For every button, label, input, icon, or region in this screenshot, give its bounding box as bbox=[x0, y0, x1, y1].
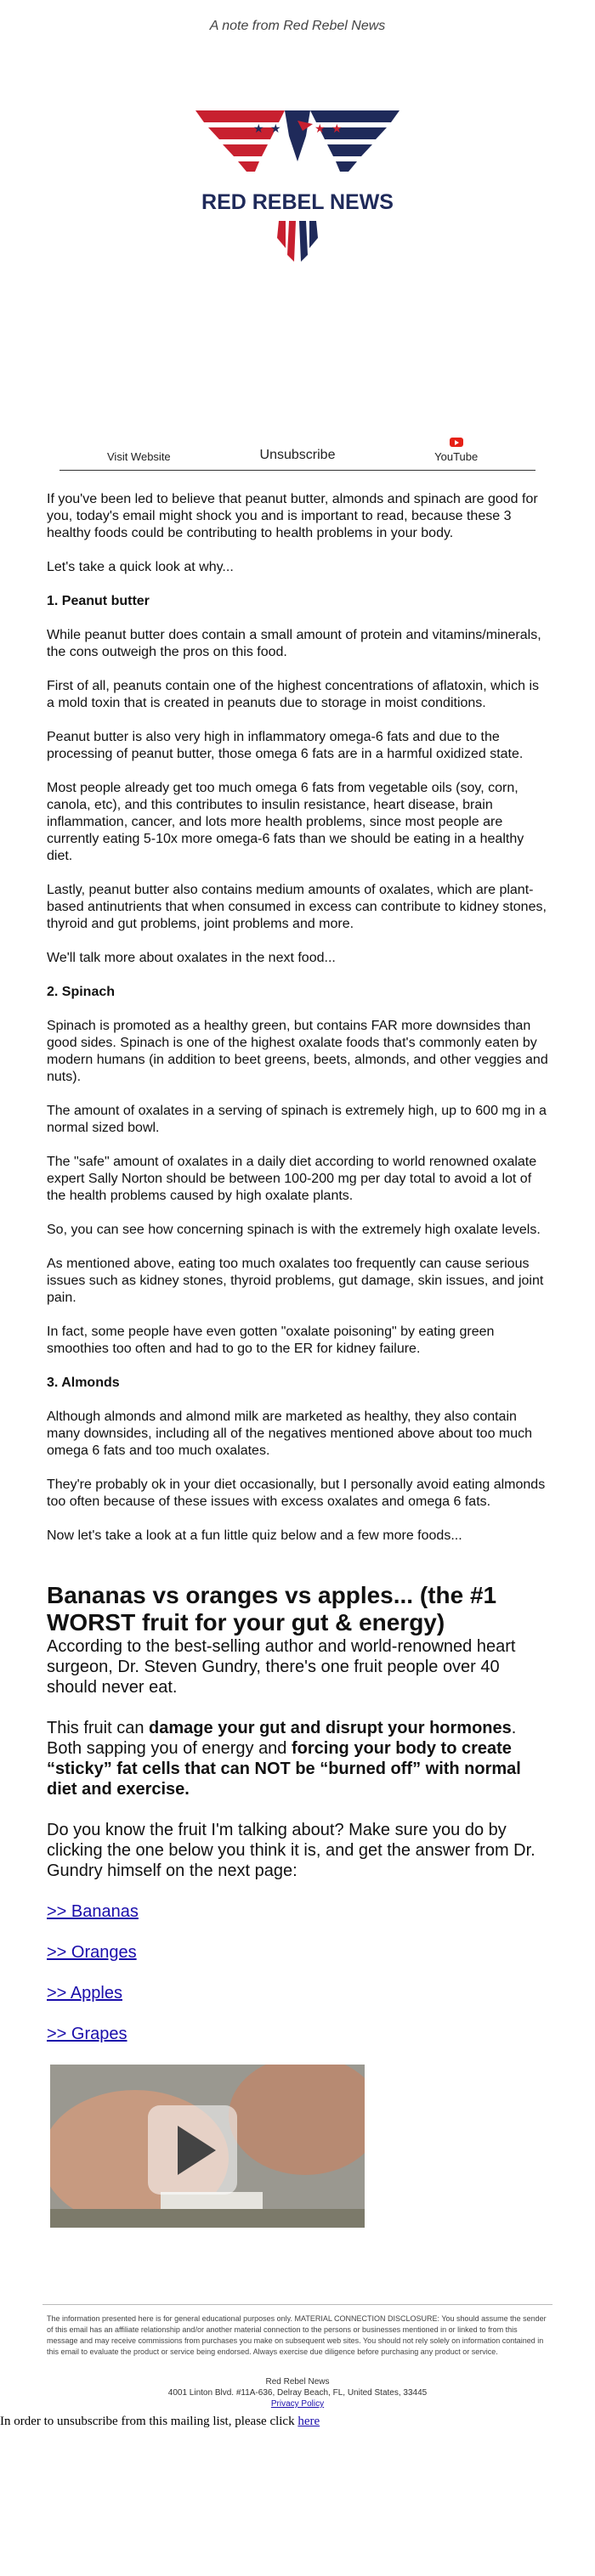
youtube-label: YouTube bbox=[434, 450, 479, 463]
header-note: A note from Red Rebel News bbox=[209, 19, 386, 33]
paragraph: We'll talk more about oxalates in the next food... bbox=[47, 951, 336, 965]
footer-company: Red Rebel News bbox=[265, 2377, 330, 2387]
paragraph: First of all, peanuts contain one of the highest concentrations of aflatoxin, which is a mold toxin that is created in peanuts due to storage in moist conditions. bbox=[47, 679, 539, 710]
eagle-logo-icon bbox=[170, 102, 425, 272]
svg-text:★: ★ bbox=[332, 122, 343, 136]
visit-website-link[interactable]: Visit Website bbox=[107, 450, 171, 463]
disclaimer: The information presented here is for general educational purposes only. MATERIAL CONNECTION DISCLOSURE: You should assume the sender of this email has an affiliate relationship and/or another material connection to the persons or businesses mentioned in or linked to from this message and may receive commissions from purchases you make on subsequent web sites. You should not rely solely on information contained in this email to evaluate the product or service being endorsed. Always exercise due diligence before purchasing any product or service. bbox=[47, 2314, 547, 2356]
paragraph: While peanut butter does contain a small amount of protein and vitamins/minerals, the cons outweigh the pros on this food. bbox=[47, 628, 541, 659]
paragraph: Most people already get too much omega 6 fats from vegetable oils (soy, corn, canola, etc), and this contributes to insulin resistance, heart disease, brain inflammation, cancer, and lots more health problems, since most people are currently eating 5-10x more omega-6 fats than we should be eating in a healthy diet. bbox=[47, 781, 524, 863]
quiz-link-grapes[interactable]: >> Grapes bbox=[47, 2025, 128, 2043]
svg-text:★: ★ bbox=[253, 122, 264, 136]
paragraph: They're probably ok in your diet occasionally, but I personally avoid eating almonds too often because of these issues with excess oxalates and omega 6 fats. bbox=[47, 1477, 546, 1509]
ad-block bbox=[47, 1582, 548, 2228]
unsubscribe-link[interactable]: Unsubscribe bbox=[259, 448, 336, 462]
section-heading-almonds: 3. Almonds bbox=[47, 1376, 120, 1390]
footer-address: 4001 Linton Blvd. #11A-636, Delray Beach, FL, United States, 33445 bbox=[167, 2388, 428, 2398]
header-nav bbox=[60, 433, 536, 471]
paragraph: Spinach is promoted as a healthy green, but contains FAR more downsides than good sides. Spinach is one of the highest oxalate foods that's commonly eaten by modern humans (in addition to beet greens, beets, almonds, and other veggies and nuts). bbox=[47, 1019, 548, 1084]
footer-address-block bbox=[0, 2376, 595, 2409]
youtube-icon bbox=[450, 438, 463, 447]
svg-text:★: ★ bbox=[270, 122, 281, 136]
brand-name: RED REBEL NEWS bbox=[201, 190, 394, 214]
video-thumbnail[interactable] bbox=[50, 2065, 365, 2228]
paragraph: The amount of oxalates in a serving of spinach is extremely high, up to 600 mg in a normal sized bowl. bbox=[47, 1104, 547, 1135]
quiz-link-oranges[interactable]: >> Oranges bbox=[47, 1943, 137, 1962]
quiz-link-bananas[interactable]: >> Bananas bbox=[47, 1902, 139, 1921]
unsubscribe-footer: In order to unsubscribe from this mailing list, please click here bbox=[0, 2415, 320, 2428]
youtube-link[interactable] bbox=[377, 438, 536, 463]
paragraph: In fact, some people have even gotten "oxalate poisoning" by eating green smoothies too often and had to go to the ER for kidney failure. bbox=[47, 1325, 495, 1356]
paragraph: The "safe" amount of oxalates in a daily diet according to world renowned oxalate expert Sally Norton should be between 100-200 mg per day total to avoid a lot of the health problems caused by high oxalate plants. bbox=[47, 1155, 537, 1203]
paragraph: Lastly, peanut butter also contains medium amounts of oxalates, which are plant-based antinutrients that when consumed in excess can contribute to kidney stones, thyroid and gut problems, joint problems and more. bbox=[47, 883, 547, 931]
paragraph: Peanut butter is also very high in inflammatory omega-6 fats and due to the processing of peanut butter, those omega 6 fats are in a harmful oxidized state. bbox=[47, 730, 524, 761]
paragraph: So, you can see how concerning spinach is with the extremely high oxalate levels. bbox=[47, 1223, 541, 1237]
lead-paragraph: Let's take a quick look at why... bbox=[47, 560, 234, 574]
section-heading-peanut-butter: 1. Peanut butter bbox=[47, 594, 150, 608]
intro-paragraph: If you've been led to believe that peanut butter, almonds and spinach are good for you, today's email might shock you and is important to read, because these 3 healthy foods could be contributing to health problems in your body. bbox=[47, 492, 538, 540]
ad-paragraph: According to the best-selling author and world-renowned heart surgeon, Dr. Steven Gundry, there's one fruit people over 40 should never eat. bbox=[47, 1637, 516, 1697]
unsubscribe-here-link[interactable]: here bbox=[298, 2415, 320, 2428]
ad-paragraph: Do you know the fruit I'm talking about? Make sure you do by clicking the one below you think it is, and get the answer from Dr. Gundry himself on the next page: bbox=[47, 1821, 536, 1880]
brand-logo[interactable] bbox=[170, 102, 425, 314]
article-body bbox=[47, 491, 548, 1545]
paragraph: As mentioned above, eating too much oxalates too frequently can cause serious issues such as kidney stones, thyroid problems, gut damage, skin issues, and joint pain. bbox=[47, 1257, 544, 1305]
paragraph: Although almonds and almond milk are marketed as healthy, they also contain many downsides, including all of the negatives mentioned above about too much omega 6 fats and too much oxalates. bbox=[47, 1409, 533, 1458]
privacy-policy-link[interactable]: Privacy Policy bbox=[270, 2399, 325, 2409]
play-icon bbox=[148, 2105, 237, 2195]
quiz-link-apples[interactable]: >> Apples bbox=[47, 1984, 122, 2003]
ad-headline: Bananas vs oranges vs apples... (the #1 WORST fruit for your gut & energy) bbox=[47, 1582, 497, 1635]
paragraph: Now let's take a look at a fun little quiz below and a few more foods... bbox=[47, 1528, 462, 1543]
ad-paragraph-emphasis: This fruit can damage your gut and disrupt your hormones. Both sapping you of energy and forcing your body to create “sticky” fat cells that can NOT be “burned off” with normal diet and exercise. bbox=[47, 1719, 521, 1799]
section-heading-spinach: 2. Spinach bbox=[47, 985, 116, 999]
svg-text:★: ★ bbox=[314, 122, 326, 136]
footer-divider bbox=[42, 2304, 552, 2305]
